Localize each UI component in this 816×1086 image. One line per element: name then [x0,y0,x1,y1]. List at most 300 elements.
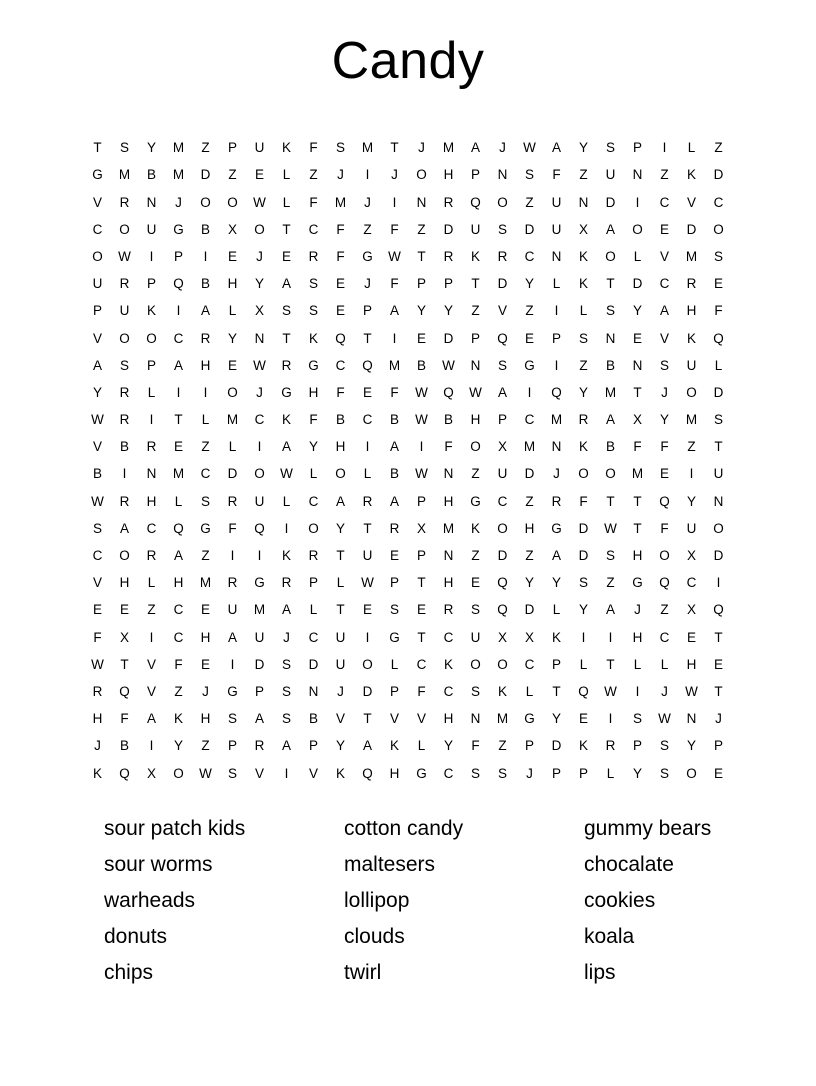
grid-letter: S [659,765,669,781]
grid-letter: I [392,330,397,346]
grid-letter: T [552,683,561,699]
grid-letter: S [578,330,588,346]
grid-letter: A [389,493,399,509]
grid-letter: M [172,466,185,482]
grid-letter: Y [443,738,453,754]
grid-letter: U [119,303,130,319]
grid-letter: W [253,194,266,210]
grid-letter: L [390,656,399,672]
grid-letter: W [361,575,374,591]
grid-letter: O [92,248,103,264]
grid-letter: M [199,575,212,591]
grid-letter: Y [443,303,453,319]
grid-letter: U [362,548,373,564]
grid-letter: R [146,548,157,564]
grid-letter: W [415,466,428,482]
grid-letter: T [714,439,723,455]
grid-letter: E [470,575,480,591]
word-list-item: sour worms [104,852,213,876]
grid-letter: K [470,248,480,264]
grid-letter: P [497,412,507,428]
grid-letter: L [201,412,210,428]
grid-letter: A [470,140,480,156]
grid-letter: D [362,683,373,699]
grid-letter: V [659,330,669,346]
grid-letter: Q [119,765,130,781]
grid-letter: O [119,221,130,237]
grid-letter: S [470,602,480,618]
grid-letter: K [389,738,399,754]
grid-letter: V [92,330,102,346]
grid-letter: Y [551,575,561,591]
grid-letter: V [686,194,696,210]
grid-letter: F [174,656,183,672]
grid-letter: O [254,466,265,482]
grid-letter: X [254,303,264,319]
grid-letter: H [92,711,103,727]
grid-letter: S [308,303,318,319]
grid-letter: E [200,602,210,618]
grid-letter: A [389,303,399,319]
grid-letter: J [391,167,398,183]
grid-letter: R [92,683,103,699]
grid-letter: A [551,140,561,156]
grid-letter: I [203,384,208,400]
grid-letter: I [149,629,154,645]
grid-letter: U [686,520,697,536]
grid-letter: A [119,520,129,536]
grid-letter: Z [606,575,615,591]
grid-letter: N [632,167,643,183]
grid-letter: X [416,520,426,536]
grid-letter: K [578,738,588,754]
grid-letter: K [146,303,156,319]
grid-letter: S [659,738,669,754]
grid-letter: X [119,629,129,645]
grid-letter: Z [417,221,426,237]
grid-letter: N [254,330,265,346]
grid-letter: O [659,548,670,564]
grid-letter: K [470,520,480,536]
grid-letter: A [146,711,156,727]
grid-letter: I [608,629,613,645]
grid-letter: Z [201,140,210,156]
grid-letter: E [119,602,129,618]
grid-letter: T [714,683,723,699]
grid-letter: O [227,384,238,400]
grid-letter: S [119,140,129,156]
grid-letter: U [470,221,481,237]
grid-letter: P [524,738,534,754]
grid-letter: D [578,520,589,536]
grid-letter: I [635,683,640,699]
grid-letter: R [119,493,130,509]
grid-letter: G [416,765,427,781]
grid-letter: U [335,656,346,672]
grid-letter: A [551,548,561,564]
grid-row [84,705,732,732]
grid-letter: F [660,439,669,455]
grid-letter: V [389,711,399,727]
grid-letter: H [389,765,400,781]
grid-letter: E [389,548,399,564]
grid-letter: D [254,656,265,672]
grid-letter: I [203,248,208,264]
grid-letter: X [632,412,642,428]
grid-letter: B [335,412,345,428]
grid-letter: K [335,765,345,781]
grid-letter: L [228,303,237,319]
grid-letter: B [416,357,426,373]
grid-letter: M [334,194,347,210]
grid-letter: Z [309,167,318,183]
grid-letter: R [119,276,130,292]
grid-letter: D [524,221,535,237]
grid-letter: P [146,357,156,373]
grid-letter: C [497,493,508,509]
grid-letter: D [497,548,508,564]
grid-letter: S [578,575,588,591]
grid-letter: G [254,575,265,591]
grid-letter: S [497,765,507,781]
grid-letter: Z [147,602,156,618]
grid-letter: J [661,683,668,699]
grid-letter: S [524,167,534,183]
grid-letter: H [443,167,454,183]
word-list-item: warheads [104,888,196,912]
grid-letter: O [497,656,508,672]
grid-letter: C [173,602,184,618]
grid-letter: T [363,711,372,727]
grid-letter: D [524,466,535,482]
grid-letter: W [658,711,671,727]
grid-letter: E [713,765,723,781]
grid-letter: E [227,357,237,373]
grid-letter: J [337,167,344,183]
grid-letter: Y [578,140,588,156]
grid-letter: F [336,248,345,264]
grid-letter: S [92,520,102,536]
grid-letter: O [416,167,427,183]
grid-letter: O [146,330,157,346]
grid-letter: L [552,602,561,618]
grid-letter: R [308,548,319,564]
grid-letter: A [605,602,615,618]
grid-letter: W [604,520,617,536]
grid-letter: W [685,683,698,699]
grid-letter: G [281,384,292,400]
grid-letter: E [524,330,534,346]
grid-letter: W [442,357,455,373]
word-list-item: clouds [344,924,405,948]
grid-letter: F [309,194,318,210]
grid-letter: F [579,493,588,509]
grid-letter: P [551,330,561,346]
grid-letter: L [309,602,318,618]
grid-letter: G [470,493,481,509]
grid-letter: C [443,765,454,781]
grid-letter: W [415,384,428,400]
grid-letter: O [713,520,724,536]
grid-letter: O [119,548,130,564]
grid-row [84,515,732,542]
grid-letter: R [578,412,589,428]
grid-letter: Z [228,167,237,183]
grid-letter: E [713,656,723,672]
grid-letter: Z [525,548,534,564]
grid-letter: M [361,140,374,156]
grid-letter: H [686,656,697,672]
grid-letter: G [92,167,103,183]
grid-letter: F [660,520,669,536]
grid-letter: Y [632,303,642,319]
grid-letter: Y [578,384,588,400]
grid-letter: N [146,466,157,482]
grid-letter: V [308,765,318,781]
grid-letter: I [365,439,370,455]
grid-letter: J [256,384,263,400]
grid-letter: G [524,711,535,727]
grid-letter: F [390,276,399,292]
grid-letter: K [578,276,588,292]
grid-letter: Y [524,575,534,591]
grid-letter: N [416,194,427,210]
grid-letter: F [309,412,318,428]
grid-letter: L [336,575,345,591]
grid-letter: E [659,221,669,237]
grid-letter: W [253,357,266,373]
word-list-item: sour patch kids [104,816,246,840]
grid-letter: J [661,384,668,400]
grid-letter: Q [713,330,724,346]
grid-letter: S [227,711,237,727]
grid-letter: R [146,439,157,455]
grid-letter: Y [578,602,588,618]
grid-letter: C [659,629,670,645]
grid-letter: F [390,384,399,400]
grid-letter: C [335,357,346,373]
grid-letter: I [284,765,289,781]
grid-letter: S [389,602,399,618]
grid-letter: X [524,629,534,645]
grid-letter: E [200,656,210,672]
grid-letter: M [388,357,401,373]
grid-letter: Z [471,548,480,564]
grid-letter: I [230,656,235,672]
grid-letter: B [605,439,615,455]
grid-letter: A [335,493,345,509]
grid-letter: I [608,711,613,727]
grid-letter: N [470,711,481,727]
grid-letter: C [308,493,319,509]
grid-letter: F [309,140,318,156]
grid-letter: R [443,602,454,618]
grid-letter: F [336,384,345,400]
grid-letter: G [389,629,400,645]
grid-letter: R [200,330,211,346]
grid-letter: D [578,548,589,564]
grid-letter: L [417,738,426,754]
grid-letter: F [93,629,102,645]
grid-letter: I [365,629,370,645]
grid-letter: I [581,629,586,645]
grid-letter: N [686,711,697,727]
word-list-item: cotton candy [344,816,464,840]
grid-letter: H [146,493,157,509]
grid-letter: C [416,656,427,672]
grid-letter: K [686,330,696,346]
grid-letter: Y [686,738,696,754]
grid-letter: P [713,738,723,754]
grid-letter: U [92,276,103,292]
grid-letter: Q [362,765,373,781]
grid-letter: U [335,629,346,645]
grid-row [84,270,732,297]
grid-letter: A [362,738,372,754]
grid-letter: R [443,248,454,264]
grid-row [84,624,732,651]
grid-letter: R [605,738,616,754]
grid-letter: C [200,466,211,482]
grid-letter: C [686,575,697,591]
grid-letter: N [632,357,643,373]
word-list-item: donuts [104,924,168,948]
word-list-item: maltesers [344,852,436,876]
grid-letter: I [149,248,154,264]
grid-letter: U [686,357,697,373]
grid-letter: C [92,221,103,237]
grid-letter: U [146,221,157,237]
grid-letter: E [578,711,588,727]
grid-letter: O [686,384,697,400]
grid-row [84,597,732,624]
grid-letter: W [199,765,212,781]
grid-letter: O [632,221,643,237]
grid-letter: R [389,520,400,536]
grid-letter: L [714,357,723,373]
grid-letter: P [551,656,561,672]
grid-letter: M [442,520,455,536]
grid-letter: P [416,493,426,509]
grid-letter: L [282,493,291,509]
grid-row [84,461,732,488]
grid-letter: L [147,575,156,591]
grid-letter: J [634,602,641,618]
grid-letter: Q [551,384,562,400]
grid-letter: S [605,548,615,564]
grid-letter: I [257,548,262,564]
grid-letter: D [632,276,643,292]
grid-letter: Q [173,276,184,292]
grid-letter: P [92,303,102,319]
grid-letter: N [497,167,508,183]
grid-letter: P [308,738,318,754]
grid-letter: C [254,412,265,428]
grid-letter: H [443,575,454,591]
grid-letter: B [200,221,210,237]
grid-letter: Z [363,221,372,237]
grid-letter: O [335,466,346,482]
grid-letter: E [362,602,372,618]
grid-letter: L [228,439,237,455]
word-list-item: koala [584,924,635,948]
grid-letter: O [605,466,616,482]
grid-letter: E [227,248,237,264]
word-list-item: chips [104,960,154,984]
grid-letter: E [416,602,426,618]
grid-letter: O [605,248,616,264]
grid-letter: Y [416,303,426,319]
grid-letter: R [497,248,508,264]
grid-letter: X [146,765,156,781]
grid-letter: A [281,276,291,292]
grid-letter: E [335,276,345,292]
grid-letter: D [713,548,724,564]
grid-letter: D [443,221,454,237]
grid-letter: I [419,439,424,455]
grid-letter: T [282,221,291,237]
grid-letter: P [416,548,426,564]
grid-letter: S [497,357,507,373]
grid-letter: P [632,140,642,156]
grid-letter: S [713,248,723,264]
grid-letter: O [470,439,481,455]
grid-letter: D [686,221,697,237]
grid-letter: C [173,330,184,346]
grid-letter: C [659,194,670,210]
grid-letter: D [551,738,562,754]
grid-letter: L [174,493,183,509]
grid-letter: Y [632,765,642,781]
grid-letter: U [551,221,562,237]
grid-letter: R [362,493,373,509]
grid-letter: U [254,140,265,156]
grid-letter: T [282,330,291,346]
grid-letter: J [715,711,722,727]
grid-letter: T [174,412,183,428]
grid-letter: K [578,248,588,264]
grid-letter: S [281,656,291,672]
grid-letter: I [392,194,397,210]
grid-letter: V [497,303,507,319]
grid-letter: G [551,520,562,536]
grid-letter: R [227,493,238,509]
grid-row [84,325,732,352]
grid-letter: A [605,412,615,428]
word-list-column [584,811,804,991]
grid-letter: I [122,466,127,482]
grid-letter: F [120,711,129,727]
word-list [58,811,758,991]
grid-letter: P [578,765,588,781]
word-list-column [344,811,584,991]
grid-letter: Z [525,194,534,210]
grid-letter: K [281,412,291,428]
grid-letter: E [632,330,642,346]
grid-letter: H [200,357,211,373]
grid-letter: L [687,140,696,156]
word-list-item: twirl [344,960,382,984]
grid-letter: N [146,194,157,210]
grid-letter: I [149,412,154,428]
grid-letter: S [470,765,480,781]
grid-letter: B [308,711,318,727]
grid-letter: A [173,357,183,373]
grid-letter: W [469,384,482,400]
grid-letter: G [173,221,184,237]
grid-letter: Q [713,602,724,618]
grid-letter: Y [146,140,156,156]
